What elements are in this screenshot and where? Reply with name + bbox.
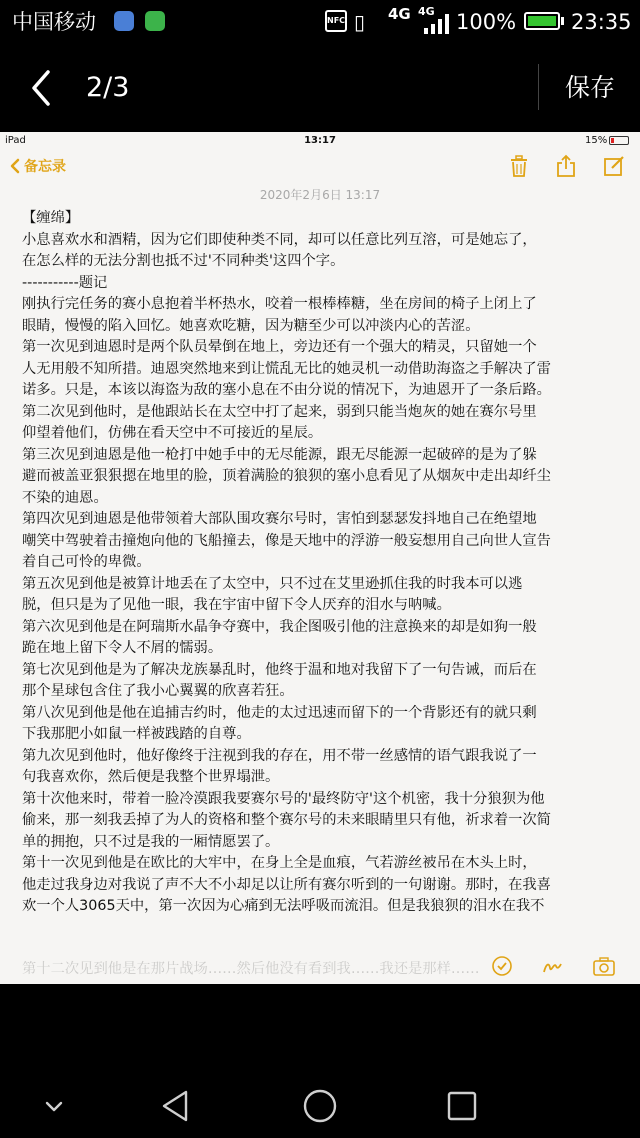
note-line: 单的拥抱，只不过是我的一厢情愿罢了。 — [22, 833, 280, 850]
note-fade-line: 第十二次见到他是在那片战场……然后他没有看到我……我还是那样…… — [22, 961, 480, 977]
ipad-status-bar — [0, 132, 640, 150]
screenshot-image[interactable] — [0, 132, 640, 984]
nav-back-button[interactable] — [158, 1088, 194, 1124]
note-line: 嘲笑中驾驶着击撞炮向他的飞船撞去，像是天地中的浮游一般妄想用自己向世人宣告 — [22, 532, 551, 549]
navigation-bar — [0, 1068, 640, 1138]
save-button[interactable]: 保存 — [565, 73, 616, 102]
ipad-carrier: iPad — [5, 135, 26, 146]
note-date: 2020年2月6日 13:17 — [259, 188, 381, 202]
battery-tip — [561, 17, 564, 25]
note-line: 第一次见到迪恩时是两个队员晕倒在地上，旁边还有一个强大的精灵，只留她一个 — [22, 339, 537, 355]
vibrate-icon: ▯ — [354, 10, 366, 34]
note-body[interactable] — [22, 208, 622, 918]
nav-recents-button[interactable] — [444, 1088, 480, 1124]
note-line: 跪在地上留下令人不屑的懦弱。 — [22, 640, 223, 656]
toolbar-divider — [538, 64, 539, 110]
ipad-battery-icon — [609, 136, 629, 145]
network-type: 4G — [388, 5, 411, 23]
nfc-icon: NFC — [325, 10, 347, 32]
battery-percent: 100% — [456, 10, 517, 34]
note-line: 不染的迪恩。 — [22, 489, 108, 506]
note-line: 仰望着他们，仿佛在看天空中不可接近的星辰。 — [22, 425, 323, 441]
note-line: 他走过我身边对我说了声不大不小却足以让所有赛尔听到的一句谢谢。那时，在我喜 — [22, 876, 551, 893]
camera-icon[interactable] — [592, 954, 616, 978]
note-line: 欢一个人3065天中，第一次因为心痛到无法呼吸而流泪。但是我狼狈的泪水在我不 — [22, 898, 545, 914]
signal-icon — [424, 14, 450, 34]
share-icon[interactable] — [555, 154, 577, 178]
note-line: 第二次见到他时，是他跟站长在太空中打了起来，弱到只能当炮灰的她在赛尔号里 — [22, 403, 537, 420]
ipad-battery-percent: 15% — [585, 135, 608, 146]
note-line: 诺多。只是，本该以海盗为敌的塞小息在不由分说的情况下，为迪恩开了一条后路。 — [22, 382, 551, 398]
note-line: 偷来，那一刻我丢掉了为人的资格和整个赛尔号的未来眼睛里只有他，祈求着一次简 — [22, 812, 551, 828]
trash-icon[interactable] — [508, 154, 530, 178]
page-counter: 2/3 — [86, 72, 130, 103]
note-line: 人无用般不知所措。迪恩突然地来到让慌乱无比的她灵机一动借助海盗之手解决了雷 — [22, 360, 551, 377]
note-line: 【缠绵】 — [22, 210, 80, 226]
back-button[interactable] — [22, 62, 62, 114]
note-line: 在怎么样的无法分割也抵不过'不同种类'这四个字。 — [22, 253, 345, 269]
carrier-name: 中国移动 — [12, 10, 96, 34]
wechat-notification-icon — [145, 11, 165, 31]
chevron-left-icon — [10, 158, 20, 174]
network-type-secondary: 4G — [418, 5, 435, 18]
sketch-icon[interactable] — [540, 954, 564, 978]
note-line: 第十次他来时，带着一脸冷漠跟我要赛尔号的'最终防守'这个机密，我十分狼狈为他 — [22, 790, 545, 807]
note-line: -----------题记 — [22, 274, 108, 291]
checklist-icon[interactable] — [490, 954, 514, 978]
note-line: 小息喜欢水和酒精，因为它们即使种类不同，却可以任意比列互溶，可是她忘了， — [22, 231, 537, 248]
note-line: 第四次见到迪恩是他带领着大部队围攻赛尔号时，害怕到瑟瑟发抖地自己在绝望地 — [22, 511, 537, 527]
battery-icon — [524, 12, 560, 30]
note-line: 下我那肥小如鼠一样被践踏的自尊。 — [22, 726, 251, 742]
note-line: 第九次见到他时，他好像终于注视到我的存在，用不带一丝感情的语气跟我说了一 — [22, 747, 537, 764]
notes-back-button[interactable] — [10, 156, 66, 176]
note-line: 第八次见到他是他在追捕吉约时，他走的太过迅速而留下的一个背影还有的就只剩 — [22, 704, 537, 721]
note-line: 刚执行完任务的赛小息抱着半杯热水，咬着一根棒棒糖，坐在房间的椅子上闭上了 — [22, 296, 537, 312]
nav-home-button[interactable] — [302, 1088, 338, 1124]
compose-icon[interactable] — [603, 154, 625, 178]
note-line: 那个星球包含住了我小心翼翼的欣喜若狂。 — [22, 683, 294, 699]
note-line: 脱，但只是为了见他一眼，我在宇宙中留下令人厌弃的泪水与呐喊。 — [22, 597, 451, 613]
note-line: 第十一次见到他是在欧比的大牢中，在身上全是血痕，气若游丝被吊在木头上时， — [22, 855, 537, 871]
note-line: 着自己可怜的卑微。 — [22, 554, 151, 570]
qq-notification-icon — [114, 11, 134, 31]
note-line: 句我喜欢你，然后便是我整个世界塌泄。 — [22, 769, 280, 785]
ipad-time: 13:17 — [304, 135, 336, 146]
image-viewer-toolbar — [0, 46, 640, 132]
note-line: 第三次见到迪恩是他一枪打中她手中的无尽能源，跟无尽能源一起破碎的是为了躲 — [22, 446, 537, 463]
notes-toolbar — [0, 150, 640, 184]
status-time: 23:35 — [571, 10, 632, 34]
status-bar — [0, 0, 640, 46]
note-line: 避而被盖亚狠狠摁在地里的脸，顶着满脸的狼狈的塞小息看见了从烟灰中走出却纤尘 — [22, 468, 551, 484]
note-line: 眼睛，慢慢的陷入回忆。她喜欢吃糖，因为糖至少可以冲淡内心的苦涩。 — [22, 317, 480, 334]
note-line: 第五次见到他是被算计地丢在了太空中，只不过在艾里逊抓住我的时我本可以逃 — [22, 575, 523, 592]
note-line: 第七次见到他是为了解决龙族暴乱时，他终于温和地对我留下了一句告诫，而后在 — [22, 661, 537, 678]
note-line: 第六次见到他是在阿瑞斯水晶争夺赛中，我企图吸引他的注意换来的却是如狗一般 — [22, 618, 537, 635]
hide-nav-button[interactable] — [36, 1088, 72, 1124]
notes-back-label: 备忘录 — [24, 159, 66, 175]
